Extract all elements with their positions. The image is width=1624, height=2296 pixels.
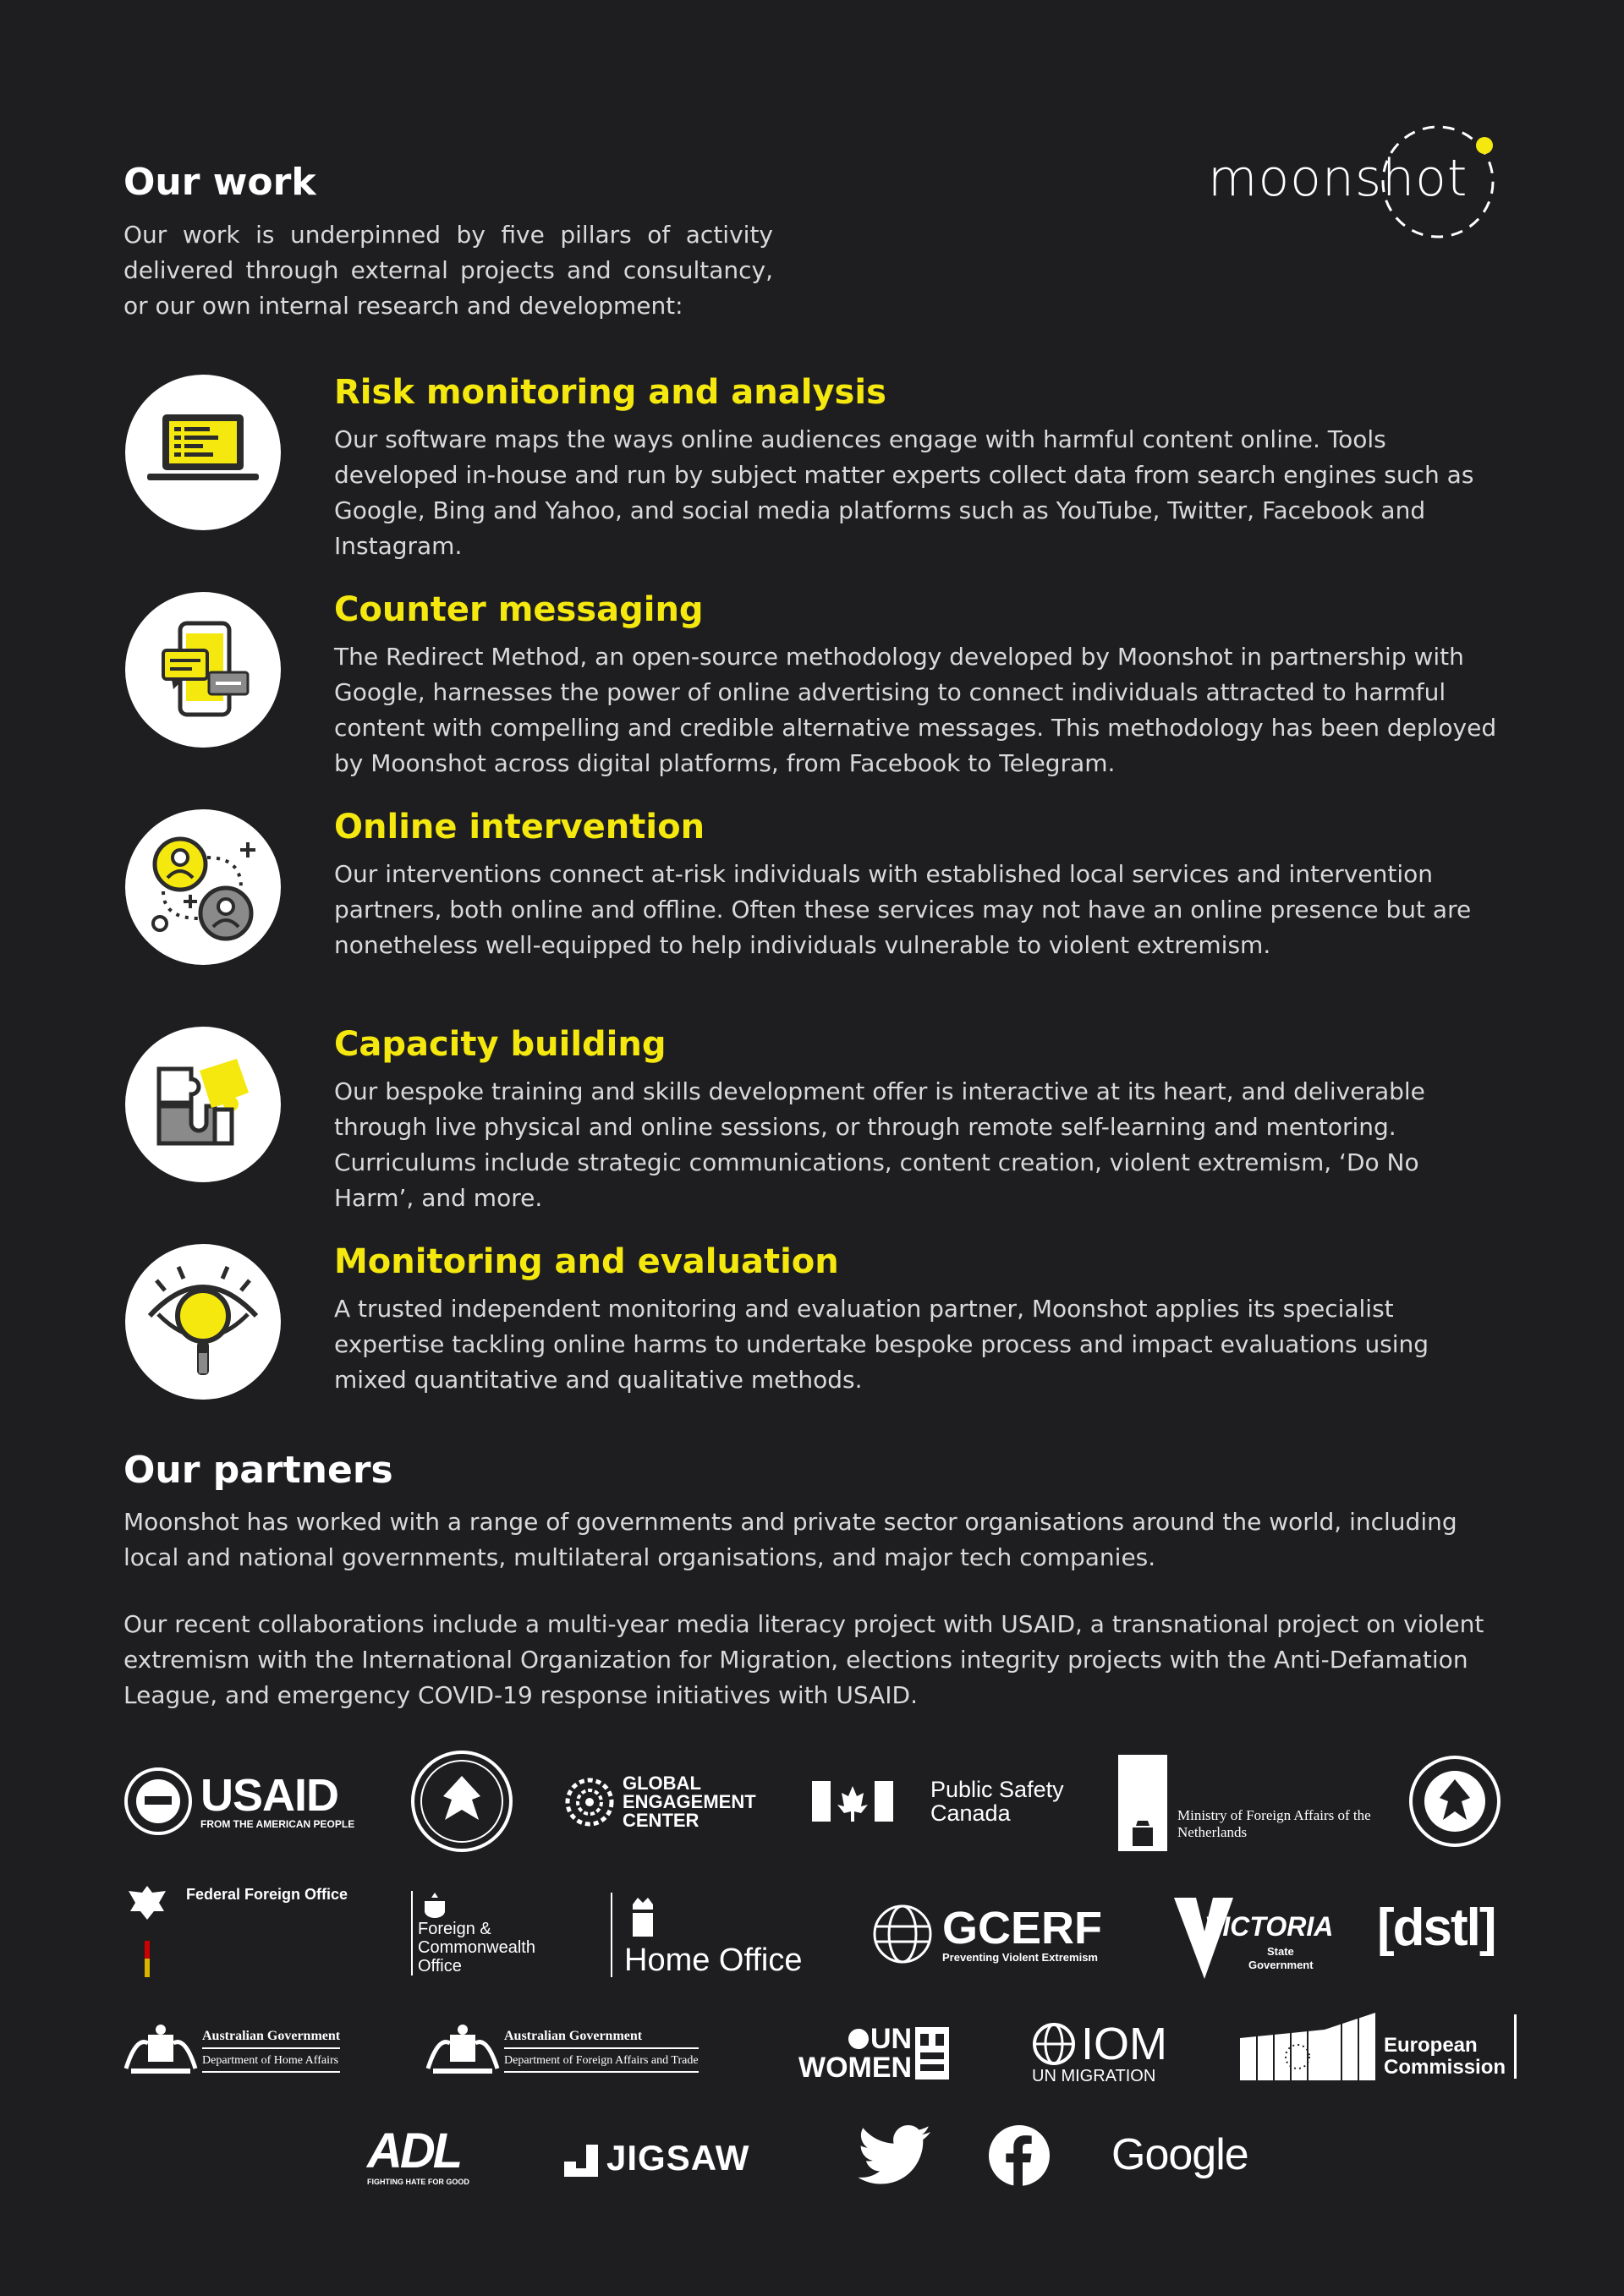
gcerf-name: GCERF xyxy=(942,1902,1102,1954)
pillar-title: Monitoring and evaluation xyxy=(334,1242,839,1281)
us-state-seal-icon xyxy=(409,1749,514,1854)
puzzle-icon xyxy=(144,1045,262,1164)
victoria-line: State xyxy=(1267,1945,1294,1958)
aus-home-affairs-logo xyxy=(123,2023,340,2079)
ec-line: Commission xyxy=(1384,2056,1506,2079)
brand-wordmark: moonshot xyxy=(1208,149,1468,208)
ffo-name: Federal Foreign Office xyxy=(186,1886,348,1903)
pillar-text: Our interventions connect at-risk individuals with established local services and intervention partners, both online and offline. Often these services may not have an online presence but are nonetheless well-equipped to help individuals vulnerable to violent extremism. xyxy=(334,860,1472,959)
adl-name: ADL xyxy=(367,2123,461,2178)
gcerf-tagline: Preventing Violent Extremism xyxy=(942,1950,1098,1964)
aus-coat-of-arms-icon xyxy=(123,2023,199,2079)
aus-line: Department of Foreign Affairs and Trade xyxy=(504,2049,699,2073)
dstl-logo: [dstl] xyxy=(1377,1899,1495,1957)
brand-logo xyxy=(1201,118,1506,245)
ec-line: European xyxy=(1384,2034,1478,2057)
pillar-text: Our software maps the ways online audiences engage with harmful content online. Tools developed in-house and run by subject matter experts collect data from search engines such as Google, Bing and Yahoo, and social media platforms such as YouTube, Twitter, Facebook and Instagram. xyxy=(334,425,1474,560)
jigsaw-logo xyxy=(564,2138,749,2178)
iom-logo xyxy=(1032,2021,1167,2086)
gec-line: ENGAGEMENT xyxy=(623,1791,756,1812)
usaid-logo xyxy=(123,1763,354,1839)
eye-magnifier-icon xyxy=(140,1258,266,1385)
home-office-logo xyxy=(611,1893,802,1977)
fco-line: Commonwealth xyxy=(418,1938,535,1957)
canada-flag-icon xyxy=(812,1781,893,1822)
netherlands-crest-bar xyxy=(1118,1755,1167,1851)
nl-line: Netherlands xyxy=(1177,1824,1248,1840)
german-eagle-icon xyxy=(125,1882,169,1923)
psc-line: Public Safety xyxy=(930,1777,1064,1802)
iom-name: IOM xyxy=(1081,2019,1167,2069)
nl-line: Ministry of Foreign Affairs of the xyxy=(1177,1807,1371,1823)
un-globe-icon xyxy=(847,2027,870,2051)
aus-line: Department of Home Affairs xyxy=(202,2049,340,2073)
aus-line: Australian Government xyxy=(202,2029,340,2049)
pillar-text: Our bespoke training and skills development offer is interactive at its heart, and deliverable through live physical and online sessions, or through remote self-learning and mentoring. Curriculums include strategic communications, content creation, violent extremism, ‘Do No Harm’, and more. xyxy=(334,1077,1425,1212)
usaid-name: USAID xyxy=(200,1770,339,1821)
our-work-intro: Our work is underpinned by five pillars of activity delivered through external projects and consultancy, or our own internal research and development: xyxy=(123,221,773,320)
pillar-icon-intervention xyxy=(125,809,281,965)
fco-logo xyxy=(411,1891,535,1975)
un-women-symbol-icon xyxy=(915,2027,949,2080)
our-partners-title: Our partners xyxy=(123,1449,393,1492)
pillar-icon-capacity xyxy=(125,1027,281,1182)
ec-building-icon xyxy=(1240,2013,1375,2080)
un-women-line xyxy=(798,2025,912,2053)
usaid-tagline: FROM THE AMERICAN PEOPLE xyxy=(200,1818,355,1830)
royal-arms-icon xyxy=(418,1891,452,1920)
iom-tagline: UN MIGRATION xyxy=(1032,2067,1156,2085)
pillar-icon-risk xyxy=(125,375,281,530)
aus-coat-of-arms-icon xyxy=(425,2023,501,2079)
gec-line: CENTER xyxy=(623,1810,700,1831)
pillar-title: Online intervention xyxy=(334,808,705,847)
netherlands-mfa-logo xyxy=(1118,1755,1371,1851)
gcerf-logo xyxy=(871,1903,1102,1965)
partners-paragraph-2: Our recent collaborations include a multi-year media literacy project with USAID, a transnational project on violent extremism with the International Organization for Migration, elections integrity projects with the Anti-Defamation League, and emergency COVID-19 response initiatives with USAID. xyxy=(123,1610,1484,1709)
home-office-name: Home Office xyxy=(624,1943,803,1978)
phone-chat-icon xyxy=(148,615,258,725)
our-work-title: Our work xyxy=(123,161,316,204)
gec-emblem-icon xyxy=(565,1778,614,1827)
pillar-text: A trusted independent monitoring and evaluation partner, Moonshot applies its specialist expertise tackling online harms to undertake bespoke process and impact evaluations using mixed quantitative and qualitative methods. xyxy=(334,1295,1429,1394)
pillar-text: The Redirect Method, an open-source methodology developed by Moonshot in partnership with Google, harnesses the power of online advertising to connect individuals attracted to harmful content with compelling and credible alternative messages. This methodology has been deployed by Moonshot across digital platforms, from Facebook to Telegram. xyxy=(334,643,1497,777)
aus-line: Australian Government xyxy=(504,2029,699,2049)
jigsaw-name: JIGSAW xyxy=(606,2138,750,2178)
usaid-seal-icon xyxy=(123,1766,194,1837)
victoria-logo xyxy=(1174,1898,1334,1979)
netherlands-crest-icon xyxy=(1126,1817,1160,1851)
federal-foreign-office-logo xyxy=(125,1882,348,1977)
iom-globe-icon xyxy=(1032,2022,1076,2066)
pillar-title: Counter messaging xyxy=(334,590,704,629)
un-women-line: WOMEN xyxy=(798,2052,913,2084)
victoria-line: Government xyxy=(1248,1959,1314,1971)
pillar-icon-monitoring xyxy=(125,1244,281,1400)
fco-line: Office xyxy=(418,1957,462,1975)
un-women-un: UN xyxy=(870,2023,913,2055)
adl-logo xyxy=(367,2123,469,2186)
psc-line: Canada xyxy=(930,1800,1011,1826)
gec-line: GLOBAL xyxy=(623,1773,701,1794)
victoria-name: VICTORIA xyxy=(1204,1911,1334,1942)
crown-portcullis-icon xyxy=(624,1893,661,1940)
aus-dfat-logo xyxy=(425,2023,699,2079)
twitter-bird-icon xyxy=(856,2124,932,2187)
facebook-logo-icon xyxy=(988,2124,1051,2187)
adl-tagline: FIGHTING HATE FOR GOOD xyxy=(367,2178,469,2186)
pillar-title: Capacity building xyxy=(334,1025,667,1064)
german-flag-bar xyxy=(145,1923,150,1977)
gec-logo xyxy=(565,1774,756,1830)
european-commission-logo xyxy=(1240,2013,1517,2080)
gcerf-globe-icon xyxy=(871,1903,934,1965)
pillar-icon-counter xyxy=(125,592,281,748)
dhs-seal-icon xyxy=(1407,1754,1502,1849)
un-women-logo xyxy=(798,2025,949,2082)
google-logo: Google xyxy=(1111,2130,1248,2179)
public-safety-canada-logo xyxy=(812,1778,1064,1825)
partners-paragraph-1: Moonshot has worked with a range of governments and private sector organisations around the world, including local and national governments, multilateral organisations, and major tech companies. xyxy=(123,1508,1457,1571)
fco-line: Foreign & xyxy=(418,1920,491,1938)
people-connect-icon xyxy=(140,824,266,951)
laptop-icon xyxy=(144,406,262,499)
pillar-title: Risk monitoring and analysis xyxy=(334,373,886,412)
jigsaw-mark-icon xyxy=(564,2140,598,2177)
